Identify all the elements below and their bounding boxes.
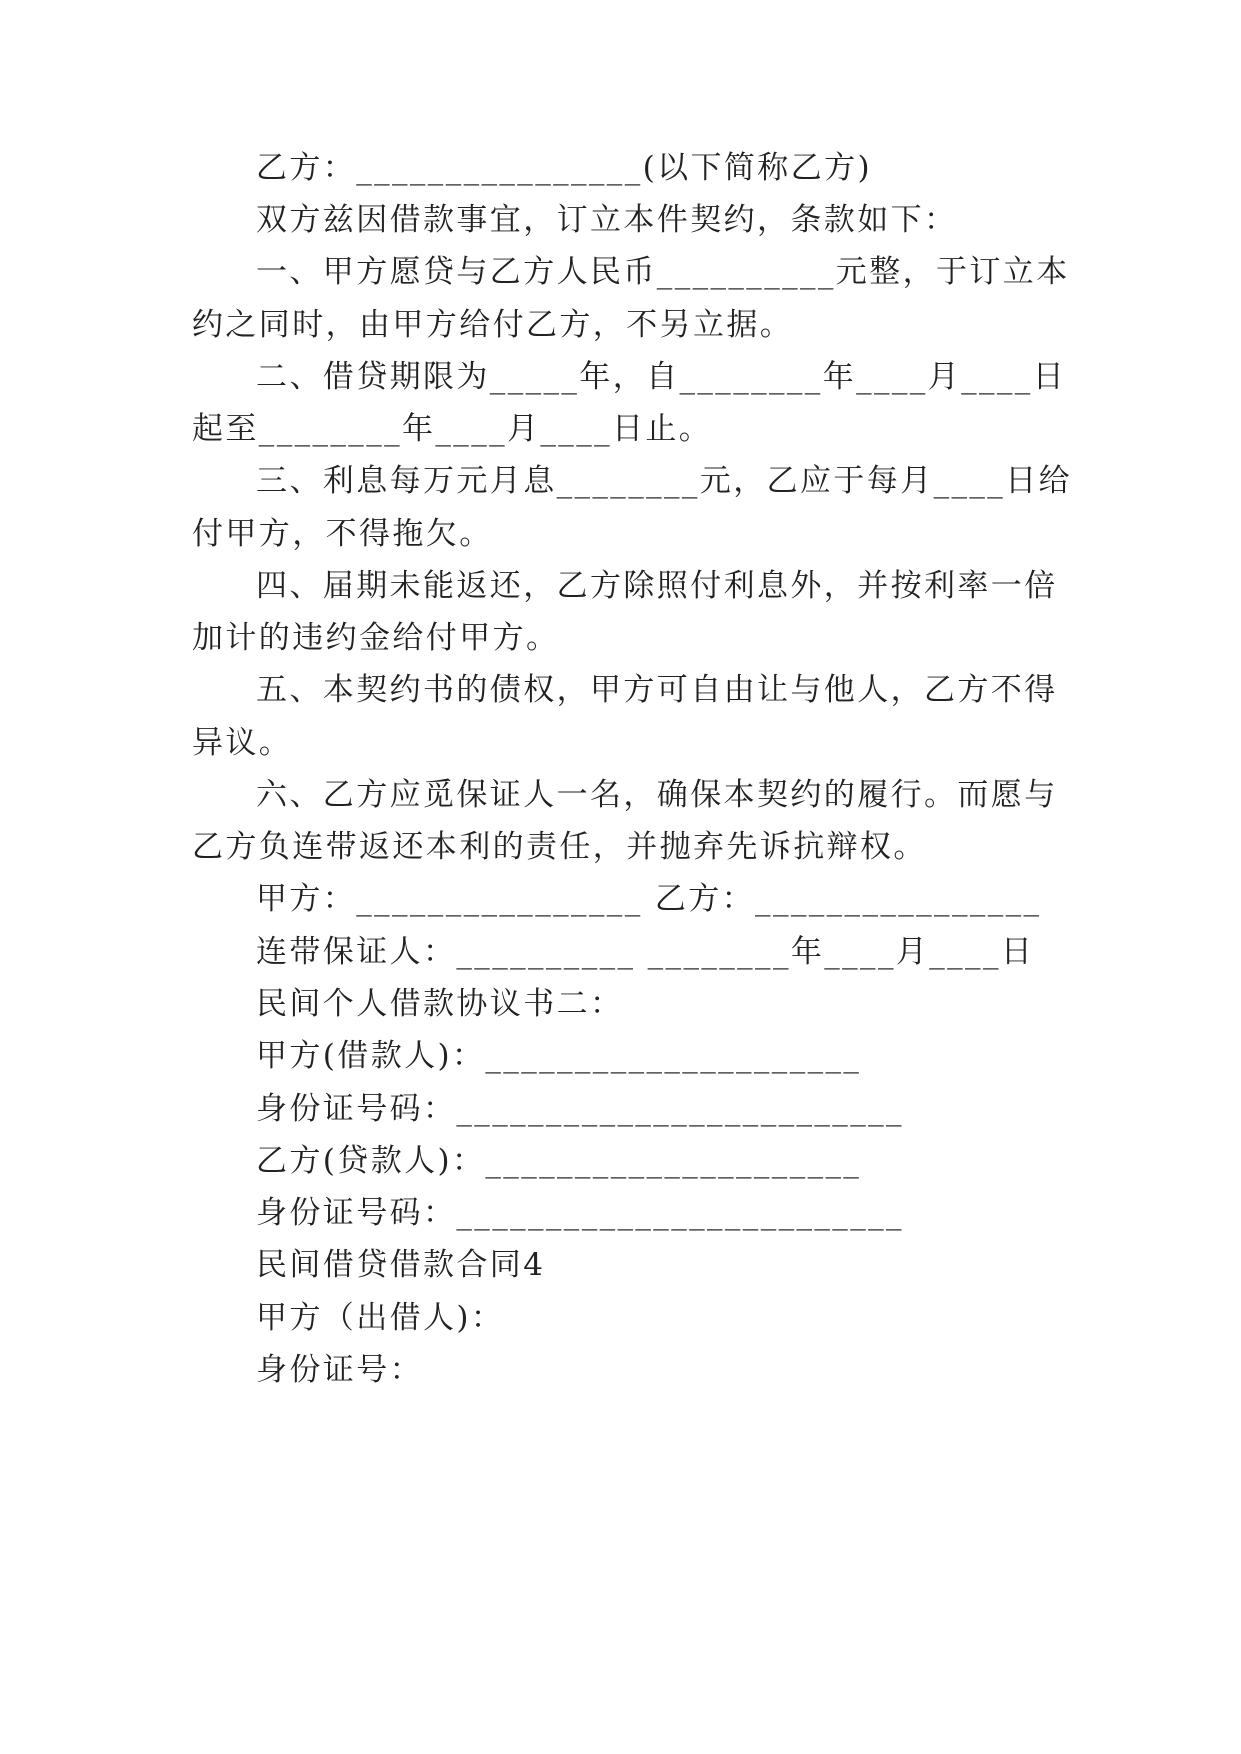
party-a-borrower-line: 甲方(借款人)：_____________________	[256, 1038, 862, 1074]
section-heading-agreement-2: 民间个人借款协议书二：	[256, 986, 624, 1022]
clause-2-line-2: 起至________年____月____日止。	[192, 411, 713, 447]
clause-4-line-2: 加计的违约金给付甲方。	[192, 620, 560, 656]
party-b-id-number-line: 身份证号码：_________________________	[256, 1195, 904, 1231]
signature-line: 甲方：________________ 乙方：________________	[256, 881, 1042, 917]
section-heading-contract-4: 民间借贷借款合同4	[256, 1247, 546, 1283]
clause-6-line-2: 乙方负连带返还本利的责任，并抛弃先诉抗辩权。	[192, 829, 927, 865]
clause-3-line-2: 付甲方，不得拖欠。	[192, 516, 493, 552]
clause-5-line-1: 五、本契约书的债权，甲方可自由让与他人，乙方不得	[256, 672, 1058, 708]
clause-1-line-1: 一、甲方愿贷与乙方人民币__________元整，于订立本	[256, 254, 1070, 290]
clause-1-line-2: 约之同时，由甲方给付乙方，不另立据。	[192, 307, 794, 343]
clause-5-line-2: 异议。	[192, 725, 293, 761]
party-b-line: 乙方：________________(以下简称乙方)	[256, 150, 872, 186]
party-b-lender-line: 乙方(贷款人)：_____________________	[256, 1143, 862, 1179]
party-a-lender-line: 甲方（出借人)：	[256, 1300, 505, 1336]
clause-2-line-1: 二、借贷期限为_____年，自________年____月____日	[256, 359, 1067, 395]
id-number-line: 身份证号：	[256, 1352, 423, 1388]
clause-4-line-1: 四、届期未能返还，乙方除照付利息外，并按利率一倍	[256, 568, 1058, 604]
clause-6-line-1: 六、乙方应觅保证人一名，确保本契约的履行。而愿与	[256, 777, 1058, 813]
preamble-line: 双方兹因借款事宜，订立本件契约，条款如下：	[256, 202, 958, 238]
party-a-id-number-line: 身份证号码：_________________________	[256, 1091, 904, 1127]
guarantor-date-line: 连带保证人：__________ ________年____月____日	[256, 934, 1035, 970]
clause-3-line-1: 三、利息每万元月息________元，乙应于每月____日给	[256, 463, 1072, 499]
